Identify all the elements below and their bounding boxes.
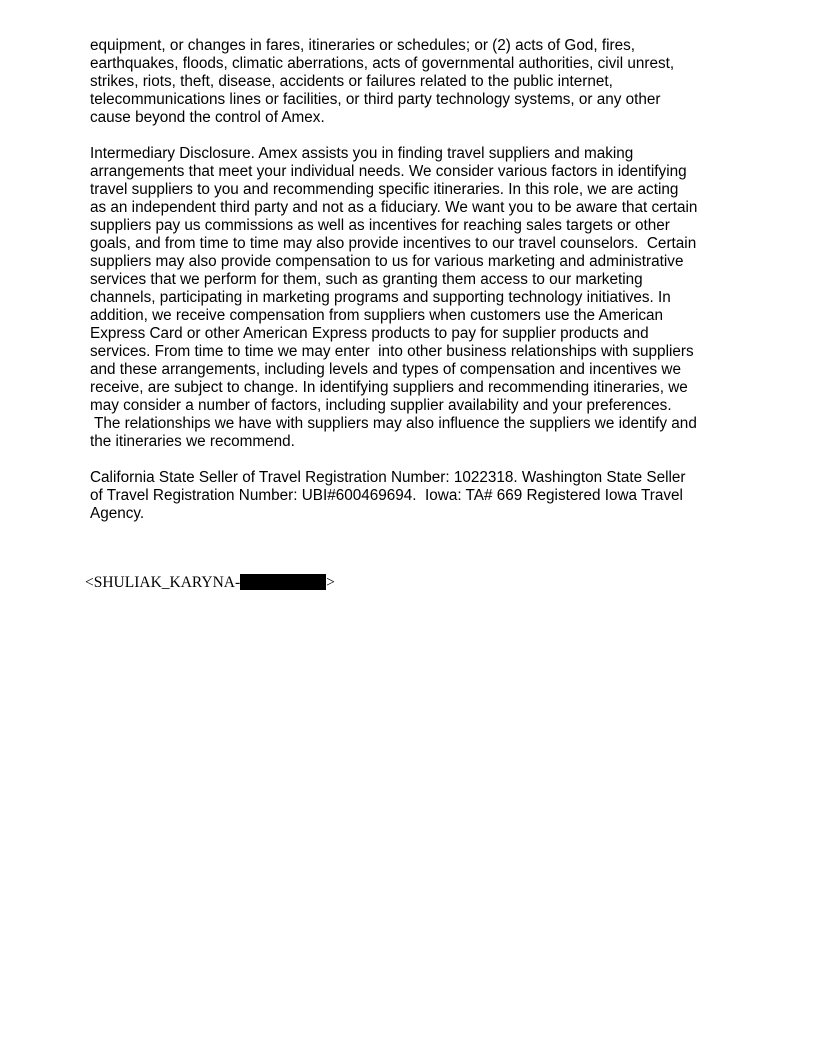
text-line: suppliers may also provide compensation to us for various marketing and administrative	[90, 253, 684, 270]
text-line: telecommunications lines or facilities, or third party technology systems, or any other	[90, 91, 661, 108]
text-line: Intermediary Disclosure. Amex assists you in finding travel suppliers and making	[90, 145, 634, 162]
text-line: suppliers pay us commissions as well as incentives for reaching sales targets or other	[90, 217, 670, 234]
identifier-prefix: <SHULIAK_KARYNA-	[85, 574, 241, 591]
identifier-suffix: >	[326, 574, 335, 591]
text-line: goals, and from time to time may also provide incentives to our travel counselors. Certain	[90, 235, 697, 252]
text-line: of Travel Registration Number: UBI#600469694. Iowa: TA# 669 Registered Iowa Travel	[90, 487, 683, 504]
text-line: receive, are subject to change. In identifying suppliers and recommending itineraries, we	[90, 379, 688, 396]
document-identifier	[85, 574, 335, 592]
text-line: cause beyond the control of Amex.	[90, 109, 325, 126]
paragraph-intermediary-disclosure	[90, 145, 740, 451]
text-line: and these arrangements, including levels and types of compensation and incentives we	[90, 361, 681, 378]
text-line: California State Seller of Travel Registration Number: 1022318. Washington State Seller	[90, 469, 686, 486]
text-line: Agency.	[90, 505, 145, 522]
text-line: earthquakes, floods, climatic aberrations, acts of governmental authorities, civil unrest,	[90, 55, 675, 72]
text-line: as an independent third party and not as a fiduciary. We want you to be aware that certain	[90, 199, 698, 216]
text-line: arrangements that meet your individual needs. We consider various factors in identifying	[90, 163, 687, 180]
text-line: equipment, or changes in fares, itineraries or schedules; or (2) acts of God, fires,	[90, 37, 635, 54]
text-line: The relationships we have with suppliers may also influence the suppliers we identify and	[90, 415, 697, 432]
text-line: travel suppliers to you and recommending specific itineraries. In this role, we are acting	[90, 181, 679, 198]
paragraph-registration-numbers	[90, 469, 740, 523]
text-line: services. From time to time we may enter into other business relationships with suppliers	[90, 343, 694, 360]
text-line: channels, participating in marketing programs and supporting technology initiatives. In	[90, 289, 671, 306]
text-line: may consider a number of factors, including supplier availability and your preferences.	[90, 397, 672, 414]
text-line: the itineraries we recommend.	[90, 433, 295, 450]
text-line: Express Card or other American Express products to pay for supplier products and	[90, 325, 649, 342]
text-line: services that we perform for them, such as granting them access to our marketing	[90, 271, 643, 288]
text-line: strikes, riots, theft, disease, accidents or failures related to the public internet,	[90, 73, 613, 90]
text-line: addition, we receive compensation from suppliers when customers use the American	[90, 307, 664, 324]
paragraph-force-majeure	[90, 37, 740, 127]
redaction-bar	[240, 574, 326, 590]
